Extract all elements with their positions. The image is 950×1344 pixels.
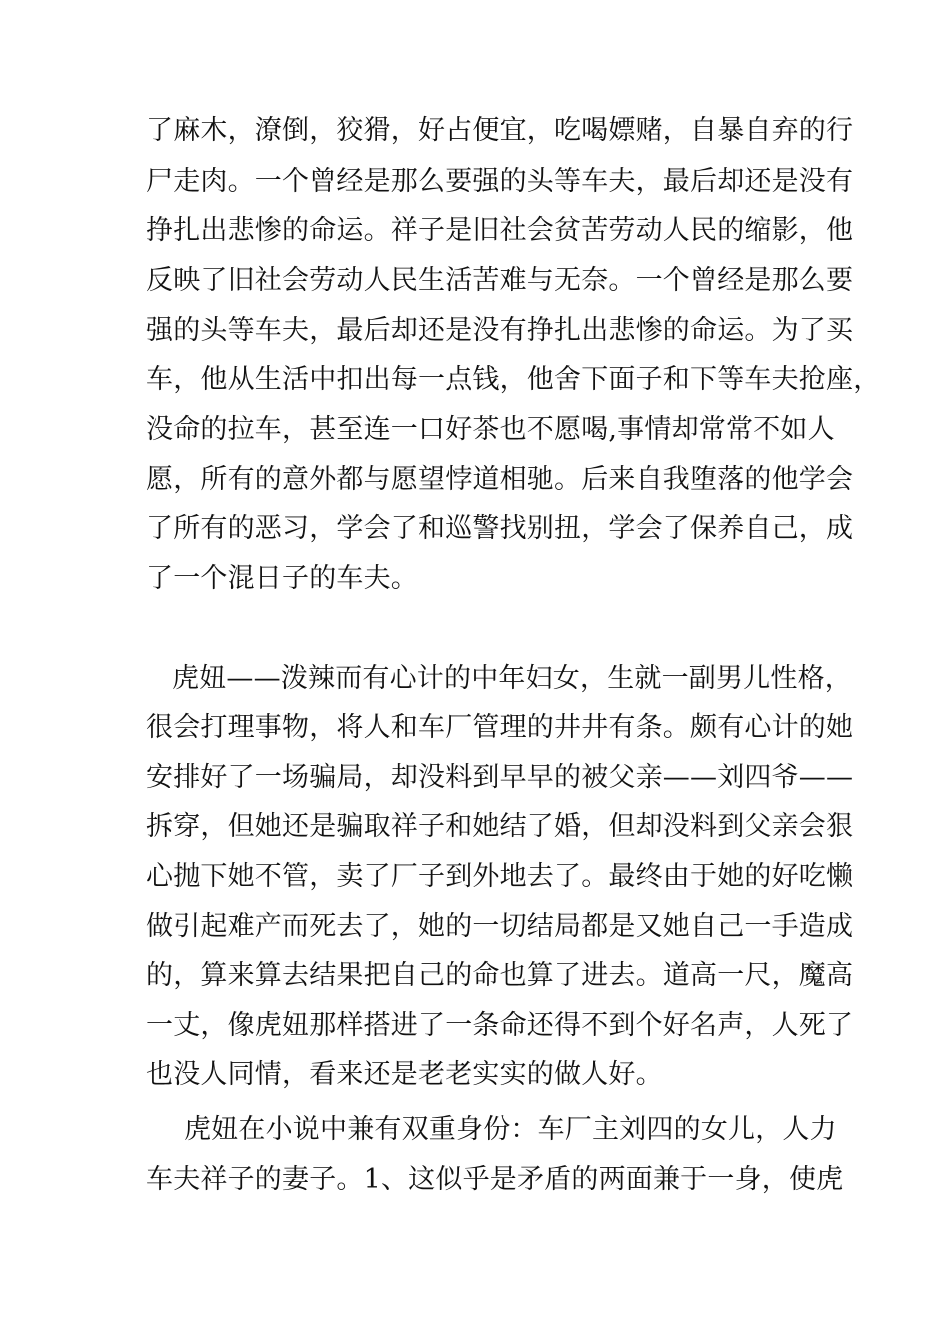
text-line: 了一个混日子的车夫。 [146, 563, 418, 594]
text-line: 安排好了一场骗局，却没料到早早的被父亲——刘四爷—— [146, 762, 854, 793]
text-line: 反映了旧社会劳动人民生活苦难与无奈。一个曾经是那么要 [146, 265, 854, 296]
text-line: 心抛下她不管，卖了厂子到外地去了。最终由于她的好吃懒 [146, 861, 854, 892]
text-line: 挣扎出悲惨的命运。祥子是旧社会贫苦劳动人民的缩影，他 [146, 215, 854, 246]
text-line: 愿，所有的意外都与愿望悖道相驰。后来自我堕落的他学会 [146, 464, 854, 495]
text-line: 做引起难产而死去了，她的一切结局都是又她自己一手造成 [146, 911, 854, 942]
text-line: 虎妞——泼辣而有心计的中年妇女，生就一副男儿性格， [172, 663, 852, 694]
text-line: 车夫祥子的妻子。1、这似乎是矛盾的两面兼于一身，使虎 [146, 1164, 844, 1195]
text-line: 虎妞在小说中兼有双重身份：车厂主刘四的女儿，人力 [184, 1114, 837, 1145]
text-line: 很会打理事物，将人和车厂管理的井井有条。颇有心计的她 [146, 712, 854, 743]
text-line: 拆穿，但她还是骗取祥子和她结了婚，但却没料到父亲会狠 [146, 811, 854, 842]
text-line: 了麻木，潦倒，狡猾，好占便宜，吃喝嫖赌，自暴自弃的行 [146, 115, 854, 146]
text-line: 也没人同情，看来还是老老实实的做人好。 [146, 1059, 663, 1090]
text-line: 强的头等车夫，最后却还是没有挣扎出悲惨的命运。为了买 [146, 315, 854, 346]
text-line: 了所有的恶习，学会了和巡警找别扭，学会了保养自己，成 [146, 513, 854, 544]
text-line: 尸走肉。一个曾经是那么要强的头等车夫，最后却还是没有 [146, 166, 854, 197]
text-line: 的，算来算去结果把自己的命也算了进去。道高一尺，魔高 [146, 960, 854, 991]
text-line: 一丈，像虎妞那样搭进了一条命还得不到个好名声，人死了 [146, 1010, 854, 1041]
text-line: 没命的拉车，甚至连一口好茶也不愿喝,事情却常常不如人 [146, 414, 835, 445]
text-line: 车，他从生活中扣出每一点钱，他舍下面子和下等车夫抢座， [146, 364, 881, 395]
